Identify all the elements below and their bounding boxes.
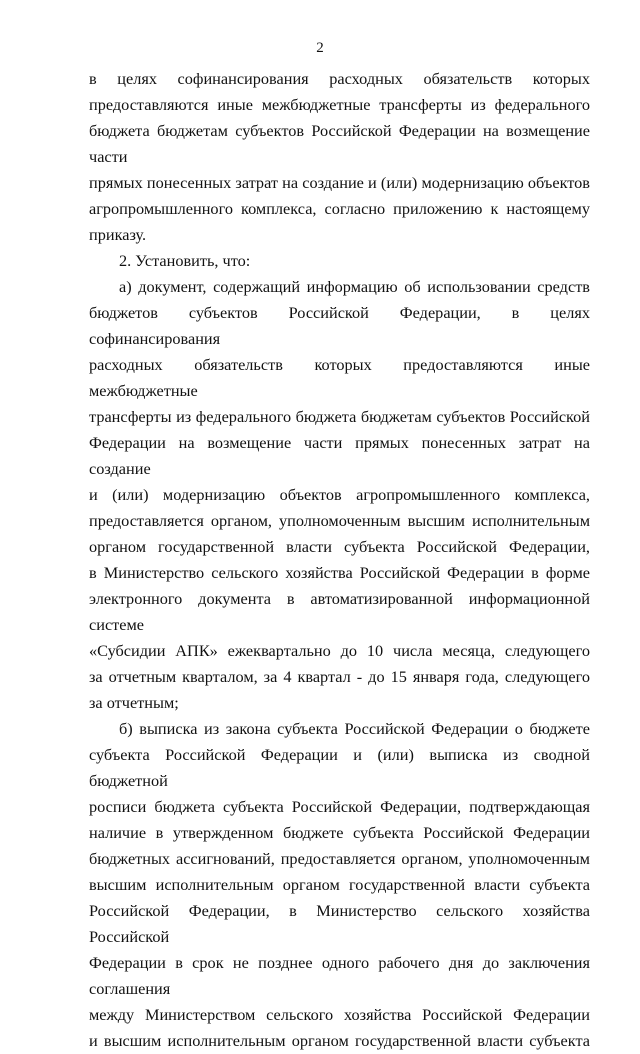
paragraph-1-tail: приказу. (89, 225, 147, 244)
paragraph-3-tail: за отчетным; (89, 693, 179, 712)
paragraph-2-heading: 2. Установить, что: (119, 251, 251, 270)
paragraph-1: в целях софинансирования расходных обязательств которых предоставляются иные межбюджетные трансферты из федерального бюджета бюджетам субъектов Российской Федерации на возмещение части прямых понесенных затрат на создание и (или) модернизацию объектов агропромышленного комплекса, согласно приложению к настоящему (89, 69, 590, 218)
paragraph-3-item-a: а) документ, содержащий информацию об использовании средств бюджетов субъектов Российской Федерации, в целях софинансирования расходных обязательств которых предоставляются иные межбюджетные трансферты из федерального бюджета бюджетам субъектов Российской Федерации на возмещение части прямых понесенных затрат на создание и (или) модернизацию объектов агропромышленного комплекса, предоставляется органом, уполномоченным высшим исполнительным органом государственной власти субъекта Российской Федерации, в Министерство сельского хозяйства Российской Федерации в форме электронного документа в автоматизированной информационной системе «Субсидии АПК» ежеквартально до 10 числа месяца, следующего за отчетным кварталом, за 4 квартал - до 15 января года, следующего (89, 277, 590, 686)
document-body (89, 66, 590, 1054)
paragraph-4-item-b: б) выписка из закона субъекта Российской Федерации о бюджете субъекта Российской Федерации и (или) выписка из сводной бюджетной росписи бюджета субъекта Российской Федерации, подтверждающая наличие в утвержденном бюджете субъекта Российской Федерации бюджетных ассигнований, предоставляется органом, уполномоченным высшим исполнительным органом государственной власти субъекта Российской Федерации, в Министерство сельского хозяйства Российской Федерации в срок не позднее одного рабочего дня до заключения соглашения между Министерством сельского хозяйства Российской Федерации и высшим исполнительным органом государственной власти субъекта (89, 719, 590, 1050)
page-number: 2 (316, 40, 324, 56)
